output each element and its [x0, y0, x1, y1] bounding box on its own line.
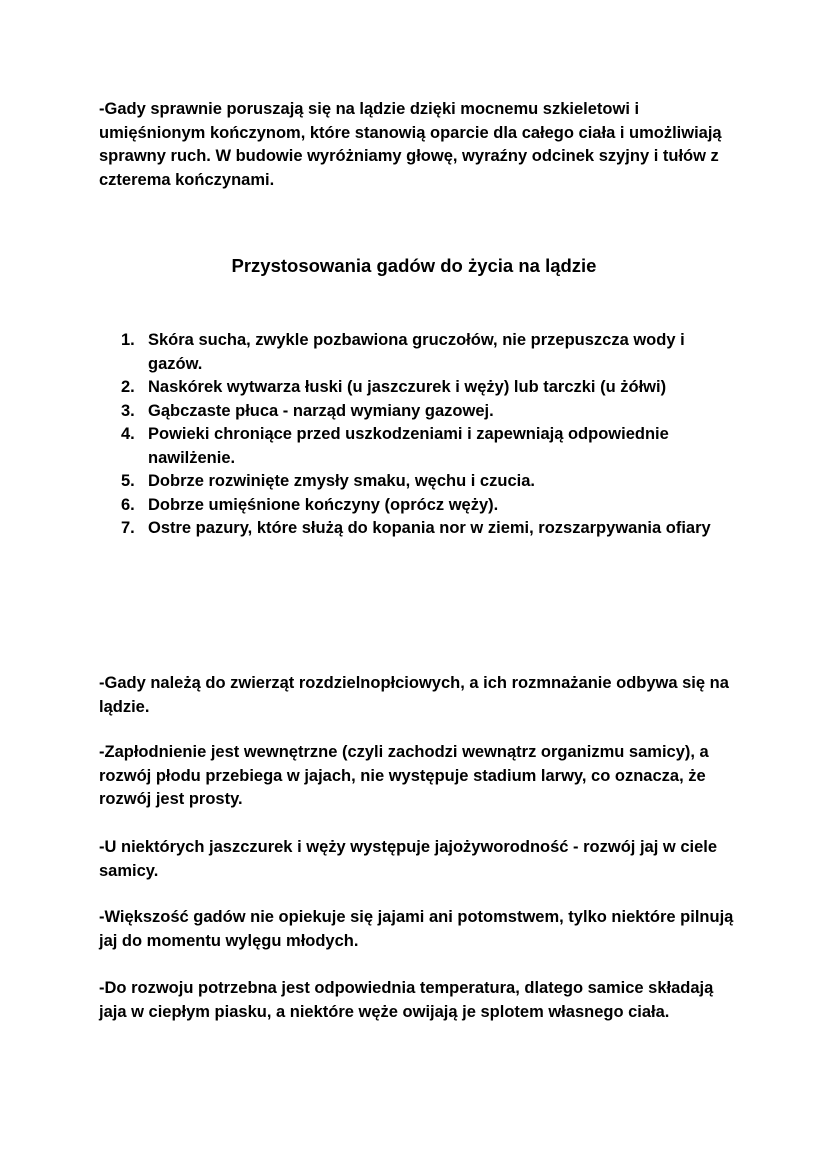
- reproduction-paragraph: -Gady należą do zwierząt rozdzielnopłciowych, a ich rozmnażanie odbywa się na lądzie.: [99, 674, 729, 716]
- list-item: [121, 423, 728, 470]
- list-item-text: Ostre pazury, które służą do kopania nor w ziemi, rozszarpywania ofiary: [148, 519, 711, 537]
- list-item-number: 2.: [121, 378, 135, 396]
- list-item-number: 4.: [121, 425, 135, 443]
- adaptations-list: [121, 329, 728, 541]
- list-item-number: 7.: [121, 519, 135, 537]
- reproduction-paragraph: -U niektórych jaszczurek i węży występuje jajożyworodność - rozwój jaj w ciele samicy.: [99, 838, 718, 880]
- list-item-number: 6.: [121, 495, 135, 514]
- list-item: [121, 494, 728, 518]
- reproduction-paragraph: -Do rozwoju potrzebna jest odpowiednia temperatura, dlatego samice składają jaja w ciepłym piasku, a niektóre węże owijają je splotem własnego ciała.: [99, 979, 714, 1021]
- list-item-number: 5.: [121, 472, 135, 490]
- list-item: [121, 517, 728, 541]
- reproduction-paragraph: -Zapłodnienie jest wewnętrzne (czyli zachodzi wewnątrz organizmu samicy), a rozwój płodu przebiega w jajach, nie występuje stadium larwy, co oznacza, że rozwój jest prosty.: [99, 743, 709, 808]
- list-item-text: Skóra sucha, zwykle pozbawiona gruczołów, nie przepuszcza wody i gazów.: [148, 331, 685, 373]
- list-item: [121, 470, 728, 494]
- list-item-text: Dobrze rozwinięte zmysły smaku, węchu i czucia.: [148, 472, 535, 490]
- list-item-text: Gąbczaste płuca - narząd wymiany gazowej.: [148, 401, 494, 420]
- list-item: [121, 376, 728, 400]
- list-item: [121, 329, 728, 376]
- list-item-text: Dobrze umięśnione kończyny (oprócz węży).: [148, 495, 499, 514]
- list-item: [121, 400, 728, 424]
- list-item-text: Powieki chroniące przed uszkodzeniami i zapewniają odpowiednie nawilżenie.: [148, 425, 669, 467]
- intro-paragraph: -Gady sprawnie poruszają się na lądzie dzięki mocnemu szkieletowi i umięśnionym kończynom, które stanowią oparcie dla całego ciała i umożliwiają sprawny ruch. W budowie wyróżniamy głowę, wyraźny odcinek szyjny i tułów z czterema kończynami.: [99, 100, 722, 189]
- reproduction-paragraph: -Większość gadów nie opiekuje się jajami ani potomstwem, tylko niektóre pilnują jaj do momentu wylęgu młodych.: [99, 908, 734, 950]
- list-item-number: 1.: [121, 331, 135, 349]
- list-item-text: Naskórek wytwarza łuski (u jaszczurek i węży) lub tarczki (u żółwi): [148, 378, 667, 396]
- list-item-number: 3.: [121, 401, 135, 420]
- section-heading: Przystosowania gadów do życia na lądzie: [231, 255, 597, 276]
